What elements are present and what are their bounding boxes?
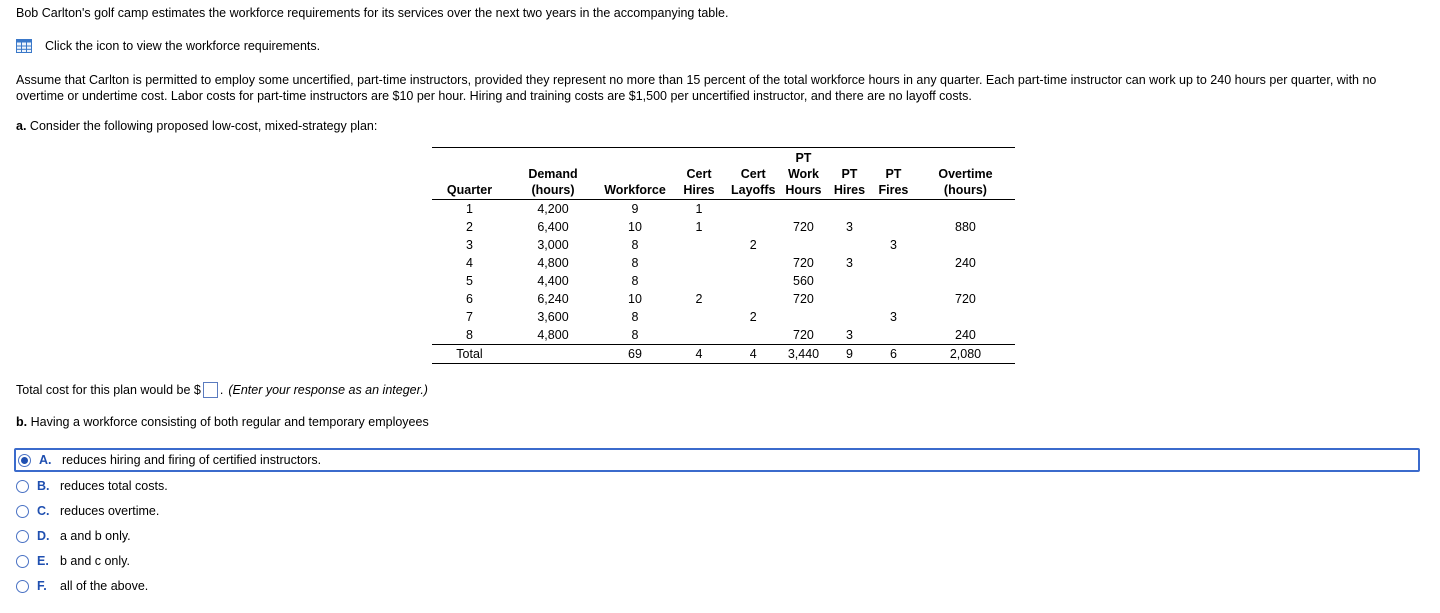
option-letter: A.	[39, 453, 52, 467]
option-text: reduces overtime.	[60, 504, 160, 518]
table-cell	[827, 200, 871, 219]
table-cell: 2,080	[915, 345, 1015, 364]
table-cell: 4,800	[537, 328, 569, 342]
table-cell: 3	[466, 238, 473, 252]
table-cell	[915, 236, 1015, 254]
table-cell: 10	[628, 220, 642, 234]
radio-button[interactable]	[16, 480, 29, 493]
table-cell: 4,800	[537, 256, 569, 270]
table-cell	[779, 200, 827, 219]
table-cell	[827, 236, 871, 254]
table-cell: 8	[631, 274, 639, 288]
table-cell: 3,440	[779, 345, 827, 364]
table-cell	[671, 308, 727, 326]
table-cell: 3,000	[537, 238, 569, 252]
table-cell	[727, 326, 779, 345]
table-cell: 4	[727, 345, 779, 364]
table-cell	[915, 272, 1015, 290]
column-header	[779, 148, 827, 200]
option-letter: D.	[37, 529, 50, 543]
option-text: a and b only.	[60, 529, 131, 543]
option-e[interactable]	[16, 550, 130, 572]
table-cell: 7	[466, 310, 473, 324]
radio-button[interactable]	[16, 555, 29, 568]
column-header-line: Demand	[528, 167, 578, 181]
table-row	[432, 290, 1015, 308]
table-cell	[827, 290, 871, 308]
total-cost-input[interactable]	[203, 382, 218, 398]
total-cost-row	[16, 382, 428, 398]
column-header	[507, 148, 599, 200]
table-cell	[727, 290, 779, 308]
table-cell: 5	[466, 274, 473, 288]
column-header-line: Cert	[686, 167, 712, 181]
table-cell	[871, 200, 915, 219]
table-cell: 880	[955, 220, 976, 234]
table-cell: 720	[793, 220, 814, 234]
column-header-line: PT	[795, 151, 812, 165]
option-text: reduces hiring and firing of certified instructors.	[62, 453, 322, 467]
cost-prompt-text: Total cost for this plan would be $	[16, 383, 201, 397]
total-row	[432, 345, 1015, 364]
column-header-line: PT	[885, 167, 902, 181]
table-cell: 8	[466, 328, 473, 342]
table-cell: 6,400	[537, 220, 569, 234]
cost-prompt-period: .	[219, 383, 224, 397]
table-cell: 10	[628, 292, 642, 306]
table-cell	[671, 326, 727, 345]
table-cell: 560	[793, 274, 814, 288]
table-row	[432, 200, 1015, 219]
table-cell: 3	[845, 256, 853, 270]
column-header-line: Work	[787, 167, 819, 181]
plan-table	[432, 147, 1015, 364]
table-cell	[779, 308, 827, 326]
column-header	[671, 148, 727, 200]
option-b[interactable]	[16, 475, 168, 497]
table-cell	[871, 254, 915, 272]
table-cell: 6	[466, 292, 473, 306]
assumption-text: Assume that Carlton is permitted to employ some uncertified, part-time instructors, provided they represent no more than 15 percent of the total workforce hours in any quarter. Each part-time instructor can work up to 240 hours per quarter, with no overtime or undertime cost. Labor costs for part-time instructors are $10 per hour. Hiring and training costs are $1,500 per uncertified instructor, and there are no layoff costs.	[16, 73, 1377, 103]
table-cell: 4,400	[537, 274, 569, 288]
table-cell: 69	[599, 345, 671, 364]
option-c[interactable]	[16, 500, 159, 522]
option-d[interactable]	[16, 525, 131, 547]
table-cell: 9	[827, 345, 871, 364]
option-text: b and c only.	[60, 554, 130, 568]
table-cell: 9	[631, 202, 639, 216]
table-cell	[871, 326, 915, 345]
column-header	[827, 148, 871, 200]
table-cell: 720	[955, 292, 976, 306]
table-cell: 240	[955, 256, 976, 270]
table-cell: 1	[695, 220, 703, 234]
part-b-label: b.	[16, 415, 28, 429]
table-cell: Total	[432, 345, 507, 364]
radio-button[interactable]	[16, 580, 29, 593]
option-letter: C.	[37, 504, 50, 518]
column-header-line: Fires	[878, 183, 909, 197]
table-cell: 240	[955, 328, 976, 342]
column-header-line: Overtime	[938, 167, 993, 181]
table-cell: 720	[793, 256, 814, 270]
table-cell: 3,600	[537, 310, 569, 324]
option-letter: E.	[37, 554, 49, 568]
column-header-line: Layoffs	[731, 183, 776, 197]
workforce-link-text[interactable]: Click the icon to view the workforce requirements.	[45, 39, 321, 53]
table-row	[432, 272, 1015, 290]
table-cell: 1	[466, 202, 473, 216]
column-header-line: (hours)	[943, 183, 987, 197]
column-header-line: Hires	[683, 183, 715, 197]
table-cell: 6	[871, 345, 915, 364]
table-cell	[871, 290, 915, 308]
option-letter: B.	[37, 479, 50, 493]
table-cell: 6,240	[537, 292, 569, 306]
table-cell	[827, 272, 871, 290]
plan-table-container	[432, 147, 1015, 364]
table-cell: 3	[845, 220, 853, 234]
table-cell	[671, 254, 727, 272]
table-cell: 3	[845, 328, 853, 342]
column-header-line: Cert	[740, 167, 766, 181]
table-cell	[727, 272, 779, 290]
part-a-prompt	[16, 118, 377, 134]
table-cell: 2	[466, 220, 473, 234]
table-cell	[871, 218, 915, 236]
radio-button[interactable]	[18, 454, 31, 467]
column-header-line: PT	[841, 167, 858, 181]
table-cell: 2	[749, 238, 757, 252]
table-cell: 4	[671, 345, 727, 364]
table-cell: 4,200	[537, 202, 569, 216]
table-cell	[507, 345, 599, 364]
table-row	[432, 236, 1015, 254]
option-letter: F.	[37, 579, 47, 593]
column-header-line: (hours)	[531, 183, 575, 197]
table-cell: 4	[466, 256, 473, 270]
table-row	[432, 218, 1015, 236]
table-cell: 8	[631, 256, 639, 270]
table-cell	[671, 272, 727, 290]
table-cell	[915, 308, 1015, 326]
table-cell	[827, 308, 871, 326]
column-header	[599, 148, 671, 200]
table-cell: 3	[889, 310, 897, 324]
column-header-line: Hires	[833, 183, 866, 197]
option-a[interactable]	[14, 448, 1420, 472]
radio-button[interactable]	[16, 505, 29, 518]
table-cell: 3	[889, 238, 897, 252]
table-cell: 8	[631, 238, 639, 252]
option-text: all of the above.	[60, 579, 149, 593]
column-header-line: Workforce	[604, 183, 666, 197]
table-row	[432, 254, 1015, 272]
table-cell	[871, 272, 915, 290]
cost-hint: (Enter your response as an integer.)	[228, 383, 428, 397]
column-header	[871, 148, 915, 200]
column-header-line: Quarter	[446, 183, 493, 197]
table-cell	[727, 218, 779, 236]
table-row	[432, 308, 1015, 326]
part-a-label: a.	[16, 119, 27, 133]
table-cell: 2	[749, 310, 757, 324]
part-b-prompt	[16, 414, 429, 430]
workforce-link-row[interactable]	[16, 38, 320, 54]
table-grid-icon[interactable]	[16, 39, 32, 53]
option-text: reduces total costs.	[60, 479, 168, 493]
table-cell: 8	[631, 328, 639, 342]
table-cell: 8	[631, 310, 639, 324]
table-cell	[671, 236, 727, 254]
intro-text: Bob Carlton's golf camp estimates the workforce requirements for its services over the next two years in the accompanying table.	[16, 6, 729, 20]
table-cell	[727, 200, 779, 219]
table-cell	[915, 200, 1015, 219]
table-row	[432, 326, 1015, 345]
radio-button[interactable]	[16, 530, 29, 543]
column-header-line: Hours	[785, 183, 822, 197]
table-cell: 720	[793, 328, 814, 342]
part-a-text: Consider the following proposed low-cost, mixed-strategy plan:	[29, 119, 378, 133]
option-f[interactable]	[16, 575, 148, 597]
table-cell	[727, 254, 779, 272]
part-b-text: Having a workforce consisting of both regular and temporary employees	[30, 415, 429, 429]
column-header	[432, 148, 507, 200]
table-cell: 720	[793, 292, 814, 306]
column-header	[915, 148, 1015, 200]
table-cell: 2	[695, 292, 703, 306]
table-cell: 1	[695, 202, 703, 216]
column-header	[727, 148, 779, 200]
table-cell	[779, 236, 827, 254]
